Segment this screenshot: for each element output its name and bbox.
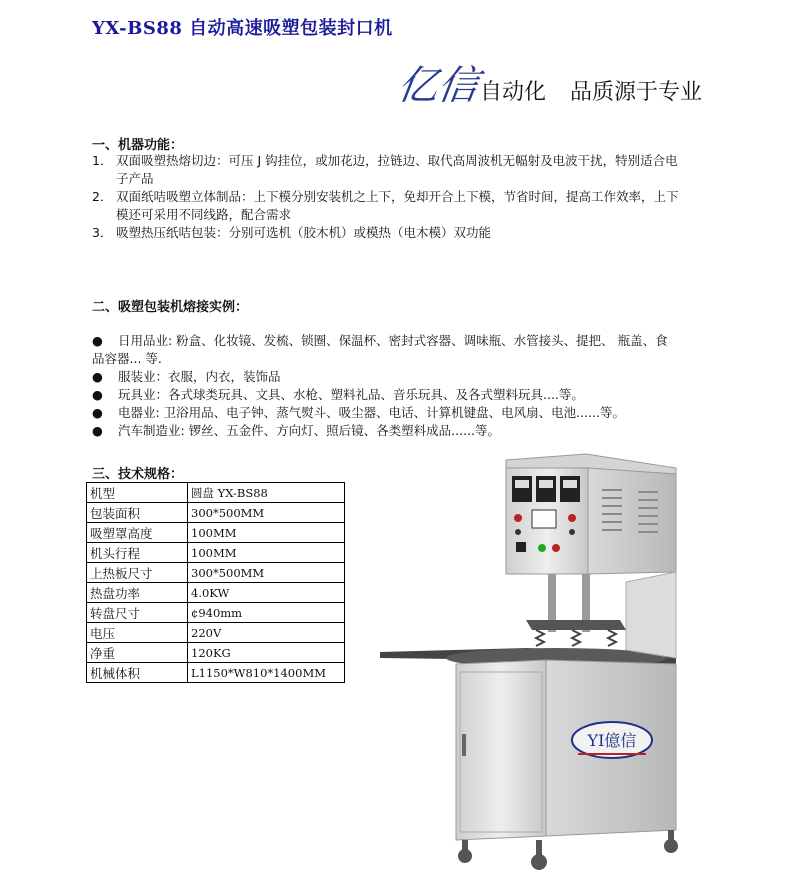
function-list — [92, 152, 752, 242]
list-item: ● 服装业：衣服，内衣，装饰品 — [92, 369, 281, 384]
machine-logo-text: YI億信 — [587, 731, 637, 750]
function-item: 2． 双面纸咭吸塑立体制品：上下模分别安装机之上下，免却开合上下模，节省时间，提高工作效率，上下 — [92, 189, 679, 204]
list-item: ● 电器业: 卫浴用品、电子钟、蒸气熨斗、吸尘器、电话、计算机键盘、电风扇、电池......等。 — [92, 405, 626, 420]
section-1-heading: 一、机器功能： — [92, 138, 184, 153]
bullet-icon: ● — [92, 333, 103, 348]
table-row: 机械体积 L1150*W810*1400MM — [87, 663, 345, 683]
table-row: 热盘功率 4.0KW — [87, 583, 345, 603]
list-item: ● 日用品业: 粉盒、化妆镜、发梳、锁圈、保温杯、密封式容器、调味瓶、水管接头、提把、 瓶盖、食 — [92, 333, 668, 348]
brand-tagline-1: 自动化 — [480, 80, 547, 105]
machine-photo — [376, 452, 694, 876]
application-list — [92, 332, 752, 440]
function-item: 1． 双面吸塑热熔切边：可压 J 钩挂位，或加花边，拉链边、取代高周波机无幅射及电波干扰，特别适合电 — [92, 153, 678, 168]
list-item: ● 汽车制造业: 锣丝、五金件、方向灯、照后镜、各类塑料成品......等。 — [92, 423, 501, 438]
table-row: 转盘尺寸 ¢940mm — [87, 603, 345, 623]
bullet-icon: ● — [92, 387, 103, 402]
table-row: 机型 圆盘 YX-BS88 — [87, 483, 345, 503]
table-row: 上热板尺寸 300*500MM — [87, 563, 345, 583]
section-2-heading: 二、吸塑包装机熔接实例： — [92, 300, 249, 315]
table-row: 净重 120KG — [87, 643, 345, 663]
brand-logo: 亿信 — [394, 63, 482, 109]
brand-banner — [394, 58, 703, 109]
bullet-icon: ● — [92, 369, 103, 384]
table-row: 电压 220V — [87, 623, 345, 643]
list-item-cont: 品容器... 等. — [92, 351, 162, 366]
spec-table — [86, 482, 345, 683]
list-item: ● 玩具业：各式球类玩具、文具、水枪、塑料礼品、音乐玩具、及各式塑料玩具....等。 — [92, 387, 584, 402]
brand-tagline-2: 品质源于专业 — [570, 80, 703, 105]
section-3-heading: 三、技术规格： — [92, 467, 184, 482]
bullet-icon: ● — [92, 423, 103, 438]
function-item: 3． 吸塑热压纸咭包装：分别可选机（胶木机）或模热（电木模）双功能 — [92, 225, 492, 240]
table-row: 机头行程 100MM — [87, 543, 345, 563]
bullet-icon: ● — [92, 405, 103, 420]
function-item-cont: 子产品 — [116, 171, 154, 186]
table-row: 吸塑罩高度 100MM — [87, 523, 345, 543]
table-row: 包装面积 300*500MM — [87, 503, 345, 523]
page-title: YX-BS88 自动高速吸塑包装封口机 — [92, 18, 393, 39]
function-item-cont: 模还可采用不同线路，配合需求 — [116, 207, 292, 222]
